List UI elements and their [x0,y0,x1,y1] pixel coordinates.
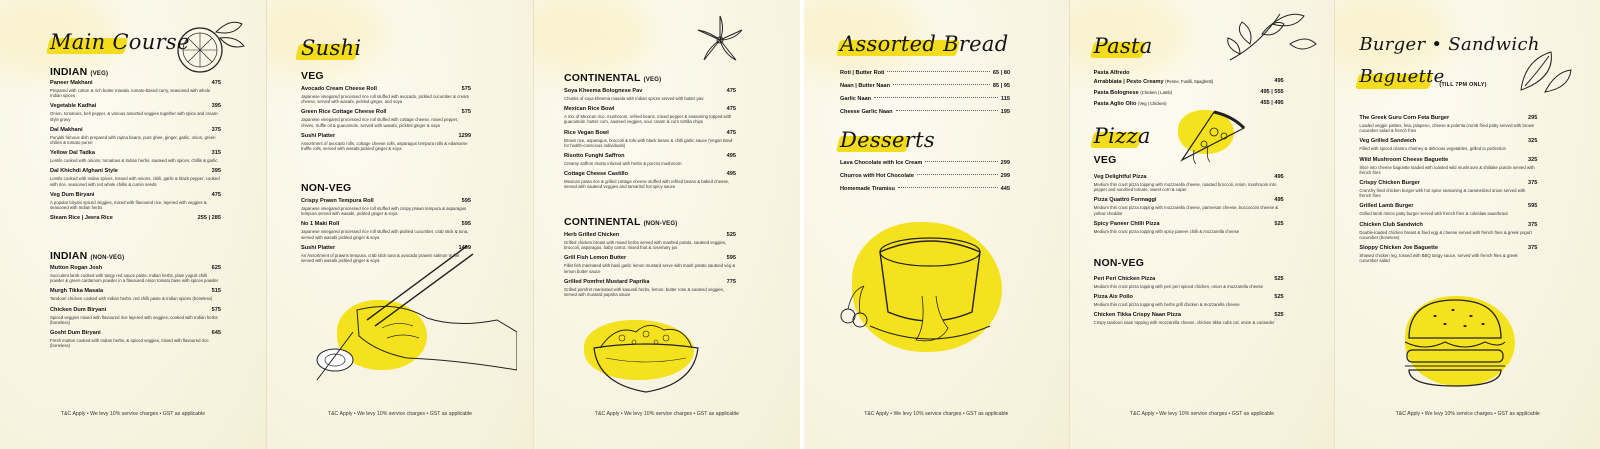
menu-item: Wild Mushroom Cheese Baguette 325 Slice into cheese baguette loaded with toasted wild mushroom & shiitake puncle served with french fries [1359,156,1538,175]
burger-list [1359,115,1537,268]
menu-item: Grilled Lamb Burger 595 Grilled lamb mince patty burger served with french fries & coleslaw sauerkraut [1359,203,1538,217]
pizza-veg-list [1094,174,1284,239]
menu-item: Veg Delightful Pizza 495 Medium thin crust pizza topping with mozzarella cheese, roasted broccoli, onion, mushroom into pepper and sundried tomato, sweet corn & caper [1093,174,1284,193]
menu-item: Gosht Dum Biryani 645 Fresh mutton cooked with Indian herbs, & spiced veggies, mixed with flavoured rice (boneless) [50,330,221,349]
menu-item: Murgh Tikka Masala 515 Tandoori chicken cooked with Indian herbs, red chilli paste & Indian spices (boneless) [50,288,221,302]
page-bread-desserts [804,0,1070,449]
menu-item: Pasta Alfredo [1093,70,1130,76]
burger-time-note: (TILL 7PM ONLY) [1439,82,1487,88]
menu-item: Crispy Prawn Tempura Roll 595 Japanese vinegared processed rice roll stuffed with crispy prawn tempura & asparagus tempura served with wasabi, pickled ginger & soya [301,198,471,217]
menu-item: Soya Kheema Bolognese Pav 475 Chunks of soya kheema masala with Indian spices served with butter pav [564,88,736,101]
footer-note: T&C Apply • We levy 10% service charges • GST as applicable [1129,411,1275,417]
continental-nonveg-heading: CONTINENTAL (NON-VEG) [564,216,678,228]
burger-title-line2: Baguette [1359,66,1445,87]
menu-item: Churros with Hot Chocolate 299 [840,173,1010,179]
menu-item: Homemade Tiramisu 445 [840,186,1010,192]
page-pasta-pizza [1070,0,1336,449]
indian-nonveg-heading: INDIAN (NON-VEG) [50,250,125,262]
menu-item: Lava Chocolate with Ice Cream 299 [840,160,1010,166]
burger-illustration [1395,294,1515,394]
menu-item: Dal Khichdi Afghani Style 395 Lentils cooked with Indian spices, tossed with onions, chilli, garlic & black pepper, cooked with rice, seasoned with red whole chillis & cumin seeds [50,168,221,187]
menu-item: Veg Dum Biryani 475 A popular biryani spiced veggies, mixed with flavoured rice, layered with veggies & seasoned with Indian herbs [50,191,221,211]
menu-item: Pizza Quattro Formaggi 495 Medium thin crust pizza topping with mozzarella cheese, parmesan cheese, boccoccini cheese & yellow cheddar [1093,197,1284,216]
page-main-course [0,0,267,449]
menu-spread-right [804,0,1600,449]
menu-item: Pasta Bolognese (Chicken | Lamb) 495 | 555 [1093,89,1284,96]
menu-item: Pasta Aglio Olio (Veg | Chicken) 455 | 495 [1093,100,1284,107]
burger-title-line1: Burger • Sandwich [1359,34,1540,55]
lava-cake-illustration [830,216,1030,366]
desserts-title: Desserts [840,128,935,152]
sushi-nonveg-list [301,198,471,268]
menu-item: The Greek Guru Corn Feta Burger 295 Loaded veggie patties, feta, jalapeno, cheese & polenta crumb fried patty served with brown cucumber salad & french fries [1359,115,1538,134]
menu-item: Arrabbiata | Pesto Creamy (Penne, Fusilli, Spaghetti) 495 [1093,78,1284,85]
footer-note: T&C Apply • We levy 10% service charges • GST as applicable [60,411,206,417]
menu-item: Mutton Rogan Josh 625 Succulent lamb cooked with tangy red sauce paste, Indian herbs, plain yogurt chilli powder & green cardamom powder in a flavoured onion tomato base with spices powder [50,265,221,284]
menu-item: Avocado Cream Cheese Roll 575 Japanese vinegared processed rice roll stuffed with avocado, pickled cucumber & cream cheese, served with wasabi, pickled ginger, and soya [301,86,471,105]
pasta-title: Pasta [1093,34,1153,58]
page-burger-sandwich [1335,0,1600,449]
pizza-slice-illustration [1174,106,1250,170]
footer-note: T&C Apply • We levy 10% service charges • GST as applicable [864,411,1009,417]
menu-item: Yellow Dal Tadka 315 Lentils cooked with onions, tomatoes & Indian herbs, sauteed with spices, chillis & garlic [50,150,221,164]
menu-item: Steam Rice | Jeera Rice 255 | 285 [50,215,221,222]
menu-item: Naan | Butter Naan 85 | 95 [840,83,1010,89]
menu-item: Paneer Makhani 475 Prepared with cotton & rich butter masala, tomato-based curry, seasoned with whole Indian spices [50,80,221,99]
menu-item: Mexican Rice Bowl 475 A mix of Mexican rice, mushroom, refried beans, mixed pepper & seasoning topped with guacamole, butter corn, sauteed veggies, sour cream & corn tortilla chips [564,106,736,125]
rice-bowl-illustration [586,318,706,398]
bread-title: Assorted Bread [840,32,1009,56]
menu-item: Cottage Cheese Castillo 495 Mexican pasta rice & grilled cottage cheese stuffed with refried beans & baked cheese, served with sauteed veggies and tamarind hot spicy sauce [564,171,736,190]
pizza-title: Pizza [1093,124,1151,148]
menu-item: No 1 Maki Roll 595 Japanese vinegared processed rice roll stuffed with pickled cucumber, crab stick & tuna, served with wasabi pickled ginger & soya [301,221,471,240]
page-sushi [267,0,534,449]
indian-veg-heading: INDIAN (VEG) [50,66,109,78]
pizza-nonveg-heading: NON-VEG [1093,257,1145,269]
menu-item: Roti | Butter Roti 65 | 80 [840,70,1010,76]
sushi-title: Sushi [301,36,362,60]
menu-item: Sushi Platter 1299 Assortment of avocado rolls, cottage cheese rolls, asparagus tempura rolls & edamame truffle rolls, served with wasabi pickled ginger & soya [301,132,471,152]
bread-list [840,70,1010,122]
menu-item: Green Rice Cottage Cheese Roll 575 Japanese vinegared processed rice roll stuffed with cottage cheese, mixed pepper, chives, truffle oil & guacamole, served with wasabi, pickled ginger & soya [301,109,471,128]
menu-item: Cheese Garlic Naan 195 [840,109,1010,115]
menu-item: Risotto Funghi Saffron 495 Creamy saffron risotto infused with herbs & porcini mushroom [564,153,736,167]
menu-item: Spicy Paneer Chilli Pizza 525 Medium thin crust pizza topping with spicy paneer chilli & mozzarella cheese [1093,220,1284,234]
sushi-nonveg-heading: NON-VEG [301,182,352,194]
menu-item: Grill Fish Lemon Butter 595 Fillet fish marinated with basil garlic lemon mustard serve with mash potato sauteed veg & lemon butter sauce [564,255,736,274]
menu-item: Pizza Aix Pollo 525 Medium thin crust pizza topping with herbs grill chicken & mozzarella cheese [1093,294,1284,308]
menu-item: Chicken Dum Biryani 575 Spiced veggies mixed with flavoured rice layered with veggies, cooked with Indian herbs (boneless) [50,306,221,325]
menu-item: Vegetable Kadhai 395 Onion, tomatoes, bell pepper, & various assorted veggies together with spice and cream-style gravy [50,103,221,122]
sushi-veg-heading: VEG [301,70,324,82]
menu-item: Chicken Tikka Crispy Naan Pizza 525 Crispy tandoori naan topping with mozzarella cheese, chicken tikka cubs cal, onion & coriander [1093,312,1284,326]
footer-note: T&C Apply • We levy 10% service charges • GST as applicable [1395,411,1540,417]
main-course-title: Main Course [50,30,190,54]
menu-item: Sloppy Chicken Joe Baguette 375 Shaved chicken leg, tossed with BBQ tangy sauce, served with french fries & greek cucumber salad [1359,245,1538,264]
footer-note: T&C Apply • We levy 10% service charges • GST as applicable [594,411,740,417]
herb-leaves-illustration [1220,4,1320,68]
menu-item: Crispy Chicken Burger 375 Crunchy fried chicken burger with hot spice seasoning & caramelized onion served with french fries [1359,180,1538,199]
continental-veg-list [564,88,736,195]
continental-nonveg-list [564,232,736,302]
sushi-veg-list [301,86,471,156]
star-anise-illustration [692,12,748,68]
indian-veg-list [50,80,221,227]
page-continental [534,0,800,449]
menu-item: Rice Vegan Bowl 475 Brown rice, asparagus, broccoli & tofu with black beans & chilli garlic sauce (Vegan Bowl for health-conscious individuals) [564,129,736,148]
pizza-nonveg-list [1094,276,1284,331]
menu-item: Veg Grilled Sandwich 325 Filled with spiced cilantro chutney & delicious vegetables, grilled to perfection [1359,138,1538,152]
menu-item: Grilled Pomfret Mustard Paprika 775 Grilled pomfret marinated with kasundi herbs, lemon, butter rose & sauteed veggies, served with mustard paprika sauce [564,278,736,298]
menu-item: Sushi Platter 1499 An Assortment of prawns tempura, crab stick tuna & avocado prawns salmon truffle served with wasabi pickled ginger & soya [301,244,471,264]
indian-nonveg-list [50,265,221,353]
menu-item: Peri Peri Chicken Pizza 525 Medium thin crust pizza topping with peri peri spiced chicken, onion & mozzarella cheese [1093,276,1284,289]
menu-item: Herb Grilled Chicken 525 Grilled chicken breast with mixed herbs served with mashed potato, sauteed veggies, broccoli, asparagus, baby carrot, mixed fruit & rosemary jus [564,232,736,251]
continental-veg-heading: CONTINENTAL (VEG) [564,72,662,84]
pasta-list [1094,70,1284,113]
footer-note: T&C Apply • We levy 10% service charges • GST as applicable [327,411,473,417]
desserts-list [840,160,1010,199]
menu-item: Garlic Naan 115 [840,96,1010,102]
menu-item: Dal Makhani 375 Punjabi famous dish prepared with rajma beans, pure ghee, ginger, garlic, onion, green chilies & tomato puree [50,126,221,146]
pizza-veg-heading: VEG [1093,154,1117,166]
menu-item: Chicken Club Sandwich 375 Double-loaded chicken breast & fried egg & cheese served with french fries & greek yogurt cucumber (boneless) [1359,221,1538,240]
